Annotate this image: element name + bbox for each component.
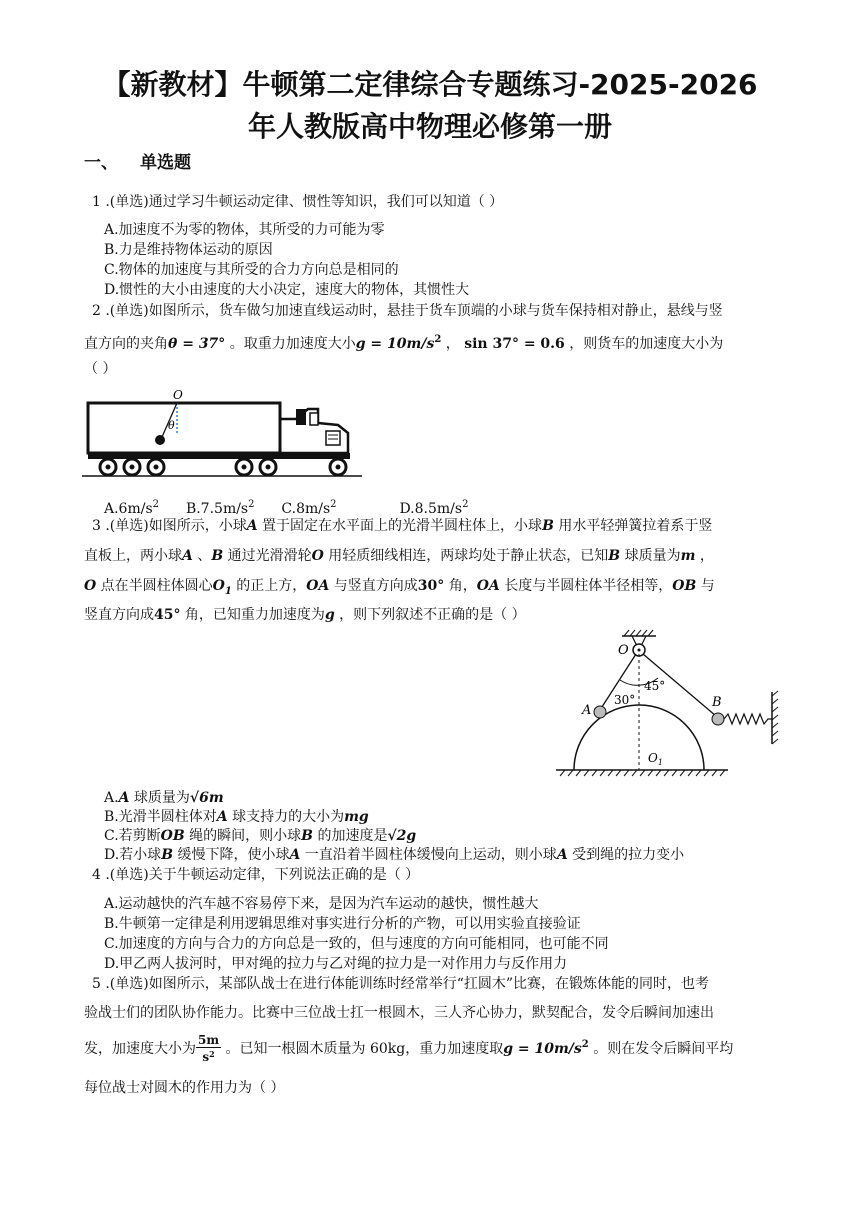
q2-g-eq: g = 10m/s <box>355 336 435 352</box>
q2-option-c: C.8m/s <box>281 501 331 517</box>
q1-option-a: A.加速度不为零的物体，其所受的力可能为零 <box>104 222 385 238</box>
q2-sin-eq: sin 37° = 0.6 <box>464 336 565 352</box>
truck-figure <box>82 385 362 477</box>
truck-figure-label-theta: θ <box>168 419 175 432</box>
q2-option-a: A.6m/s <box>104 501 153 517</box>
semicylinder-label-a: A <box>582 703 592 718</box>
q2-stem-line-1: 2 .(单选)如图所示，货车做匀加速直线运动时，悬挂于货车顶端的小球与货车保持相对静止，悬线与竖 <box>92 303 723 319</box>
semicylinder-label-o1: $O_1$ <box>648 751 663 767</box>
q2-theta-eq: θ = 37° <box>168 336 226 352</box>
q2-options: $A.6m/s^2$ $B.7.5m/s^2$ $C.8m/s^2$ $D.8.5m/s^2$ <box>104 499 469 517</box>
q5-stem-line-3: 发，加速度大小为 $\frac{5m}{s^2}$ 。已知一根圆木质量为 60kg，重力加速度取$g = 10m/s^2$ 。则在发令后瞬间平均 <box>84 1033 734 1064</box>
q4-stem: 4 .(单选)关于牛顿运动定律，下列说法正确的是（ ） <box>92 867 420 883</box>
q5-acceleration-fraction: $\frac{5m}{s^2}$ <box>198 1033 220 1064</box>
q4-option-d: D.甲乙两人拔河时，甲对绳的拉力与乙对绳的拉力是一对作用力与反作用力 <box>104 956 568 972</box>
q5-stem-line-4: 每位战士对圆木的作用力为（ ） <box>84 1080 285 1096</box>
q4-option-a: A.运动越快的汽车越不容易停下来，是因为汽车运动的越快，惯性越大 <box>104 896 539 912</box>
q5-stem-line-2: 验战士们的团队协作能力。比赛中三位战士扛一根圆木，三人齐心协力，默契配合，发令后瞬间加速出 <box>84 1005 714 1021</box>
section-number: 一、 <box>84 153 118 173</box>
q3-option-a: A.A 球质量为√6m <box>104 790 224 806</box>
q3-option-c: C.若剪断OB 绳的瞬间，则小球B 的加速度是√2g <box>104 828 417 844</box>
page-title <box>0 64 860 148</box>
semicylinder-label-b: B <box>712 695 722 710</box>
q3-option-b: B.光滑半圆柱体对A 球支持力的大小为mg <box>104 809 369 825</box>
q1-stem: 1 .(单选)通过学习牛顿运动定律、惯性等知识，我们可以知道（ ） <box>92 194 504 210</box>
q4-option-c: C.加速度的方向与合力的方向总是一致的，但与速度的方向可能相同，也可能不同 <box>104 936 609 952</box>
semicylinder-figure <box>552 628 784 778</box>
q4-option-b: B.牛顿第一定律是利用逻辑思维对事实进行分析的产物，可以用实验直接验证 <box>104 916 581 932</box>
q3-option-d: D.若小球B 缓慢下降，使小球A 一直沿着半圆柱体缓慢向上运动，则小球A 受到绳的拉力变小 <box>104 847 685 863</box>
q5-stem-line-1: 5 .(单选)如图所示，某部队战士在进行体能训练时经常举行“扛圆木”比赛，在锻炼体能的同时，也考 <box>92 976 710 992</box>
q1-option-c: C.物体的加速度与其所受的合力方向总是相同的 <box>104 262 399 278</box>
q3-stem-line-4: 竖直方向成45° 角，已知重力加速度为g ，则下列叙述不正确的是（ ） <box>84 607 526 623</box>
q1-option-d: D.惯性的大小由速度的大小决定，速度大的物体，其惯性大 <box>104 282 470 298</box>
q2-option-b: B.7.5m/s <box>185 501 249 517</box>
q2-stem-line-2: 直方向的夹角θ = 37° 。取重力加速度大小$g = 10m/s^2$ ， sin 37° = 0.6 ，则货车的加速度大小为 <box>84 334 724 352</box>
q2-option-d: D.8.5m/s <box>399 501 463 517</box>
q2-paren: （ ） <box>84 361 117 377</box>
semicylinder-label-30: 30° <box>614 693 636 707</box>
title-line-2: 年人教版高中物理必修第一册 <box>247 110 612 143</box>
q3-stem-line-2: 直板上，两小球A 、B 通过光滑滑轮O 用轻质细线相连，两球均处于静止状态，已知B 球质量为m ， <box>84 548 714 564</box>
semicylinder-label-o: O <box>618 643 629 658</box>
section-heading <box>84 148 191 173</box>
title-line-1: 【新教材】牛顿第二定律综合专题练习-2025-2026 <box>102 68 758 101</box>
semicylinder-label-45: 45° <box>644 679 666 693</box>
truck-figure-label-o: O <box>173 388 183 402</box>
section-label: 单选题 <box>140 153 191 173</box>
q1-option-b: B.力是维持物体运动的原因 <box>104 242 273 258</box>
q3-stem-line-3: O 点在半圆柱体圆心$O_1$ 的正上方，OA 与竖直方向成30° 角，OA 长度与半圆柱体半径相等，OB 与 <box>84 578 715 597</box>
q3-stem-line-1: 3 .(单选)如图所示，小球A 置于固定在水平面上的光滑半圆柱体上，小球B 用水平轻弹簧拉着系于竖 <box>92 518 713 534</box>
